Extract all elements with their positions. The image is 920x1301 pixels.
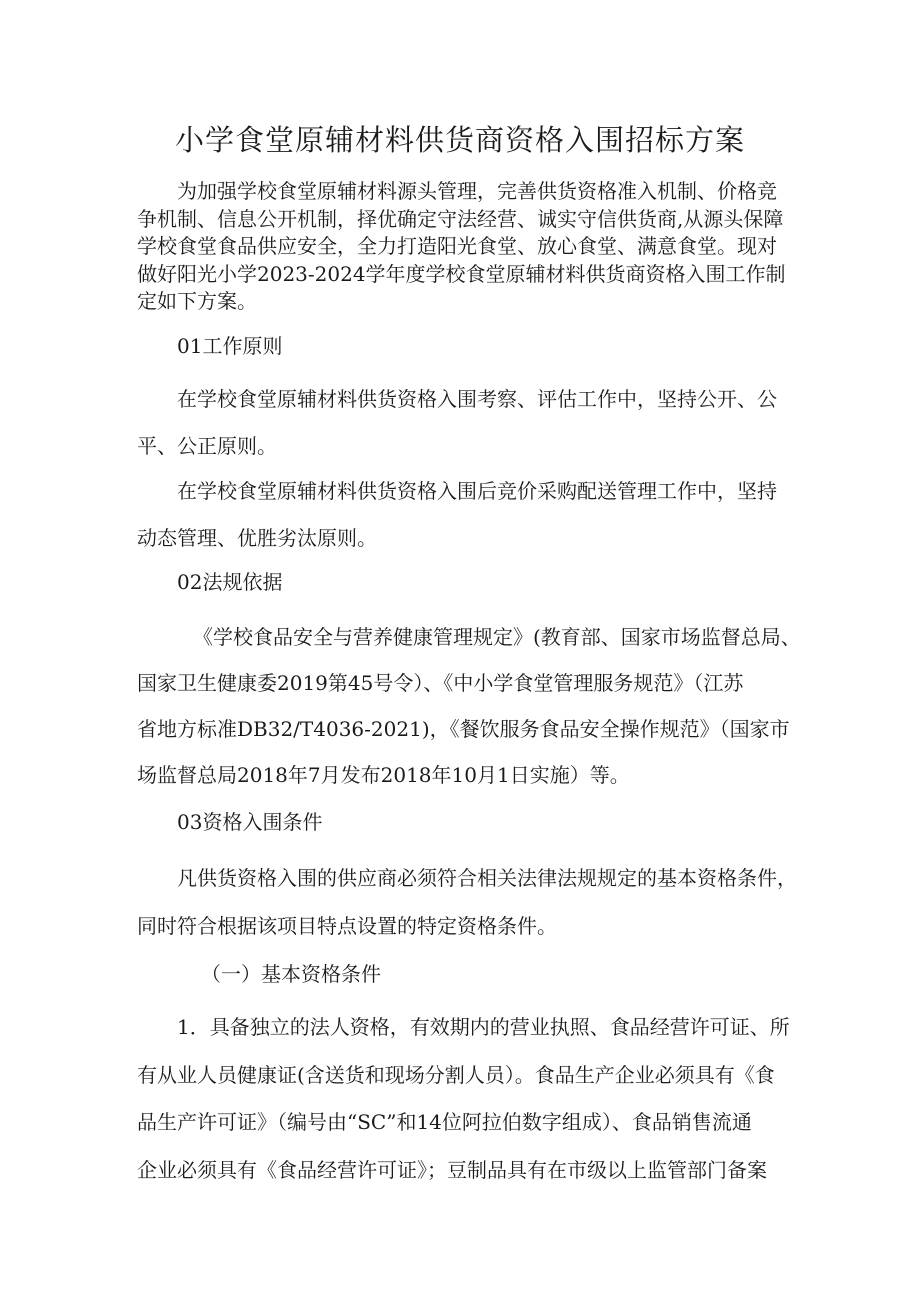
item-1-paragraph [137,1004,797,1194]
text-line: 《学校食品安全与营养健康管理规定》(教育部、国家市场监督总局、 [193,625,801,649]
text-line: 定如下方案。 [137,289,257,313]
intro-paragraph [137,178,797,316]
principles-paragraph-2 [137,468,797,562]
text-line: 为加强学校食堂原辅材料源头管理，完善供货资格准入机制、价格竞 [177,179,777,203]
text-line: 企业必须具有《食品经营许可证》；豆制品具有在市级以上监管部门备案 [137,1157,767,1182]
text-line: 品生产许可证》（编号由“SC”和14位阿拉伯数字组成）、食品销售流通 [137,1110,752,1134]
text-line: 争机制、信息公开机制，择优确定守法经营、诚实守信供货商,从源头保障 [137,206,784,231]
text-line: 同时符合根据该项目特点设置的特定资格条件。 [137,914,557,938]
text-line: 凡供货资格入围的供应商必须符合相关法律法规规定的基本资格条件， [177,866,797,890]
principles-paragraph-1 [137,376,797,470]
text-line: 有从业人员健康证(含送货和现场分割人员）。食品生产企业必须具有《食 [137,1062,775,1087]
text-line: 场监督总局2018年7月发布2018年10月1日实施）等。 [137,763,630,787]
text-line: 在学校食堂原辅材料供货资格入围考察、评估工作中，坚持公开、公 [177,387,777,411]
text-line: 平、公正原则。 [137,434,277,458]
text-line: 国家卫生健康委2019第45号令）、《中小学食堂管理服务规范》（江苏 [137,671,744,695]
text-line: 做好阳光小学2023-2024学年度学校食堂原辅材料供货商资格入围工作制 [137,261,786,286]
text-line: 动态管理、优胜劣汰原则。 [137,526,377,550]
text-line: 1．具备独立的法人资格，有效期内的营业执照、食品经营许可证、所 [177,1015,790,1039]
section-heading-principles: 01工作原则 [177,334,283,358]
regulations-paragraph [137,614,801,798]
document-title: 小学食堂原辅材料供货商资格入围招标方案 [174,123,745,157]
text-line: 学校食堂食品供应安全，全力打造阳光食堂、放心食堂、满意食堂。现对 [137,234,777,258]
subsection-heading-basic: （一）基本资格条件 [201,962,381,986]
section-heading-regulations: 02法规依据 [177,570,283,594]
text-line: 在学校食堂原辅材料供货资格入围后竞价采购配送管理工作中，坚持 [177,479,777,503]
qualifications-paragraph [137,854,797,950]
section-heading-qualifications: 03资格入围条件 [177,810,323,834]
text-line: 省地方标准DB32/T4036-2021)，《餐饮服务食品安全操作规范》（国家市 [137,717,790,741]
